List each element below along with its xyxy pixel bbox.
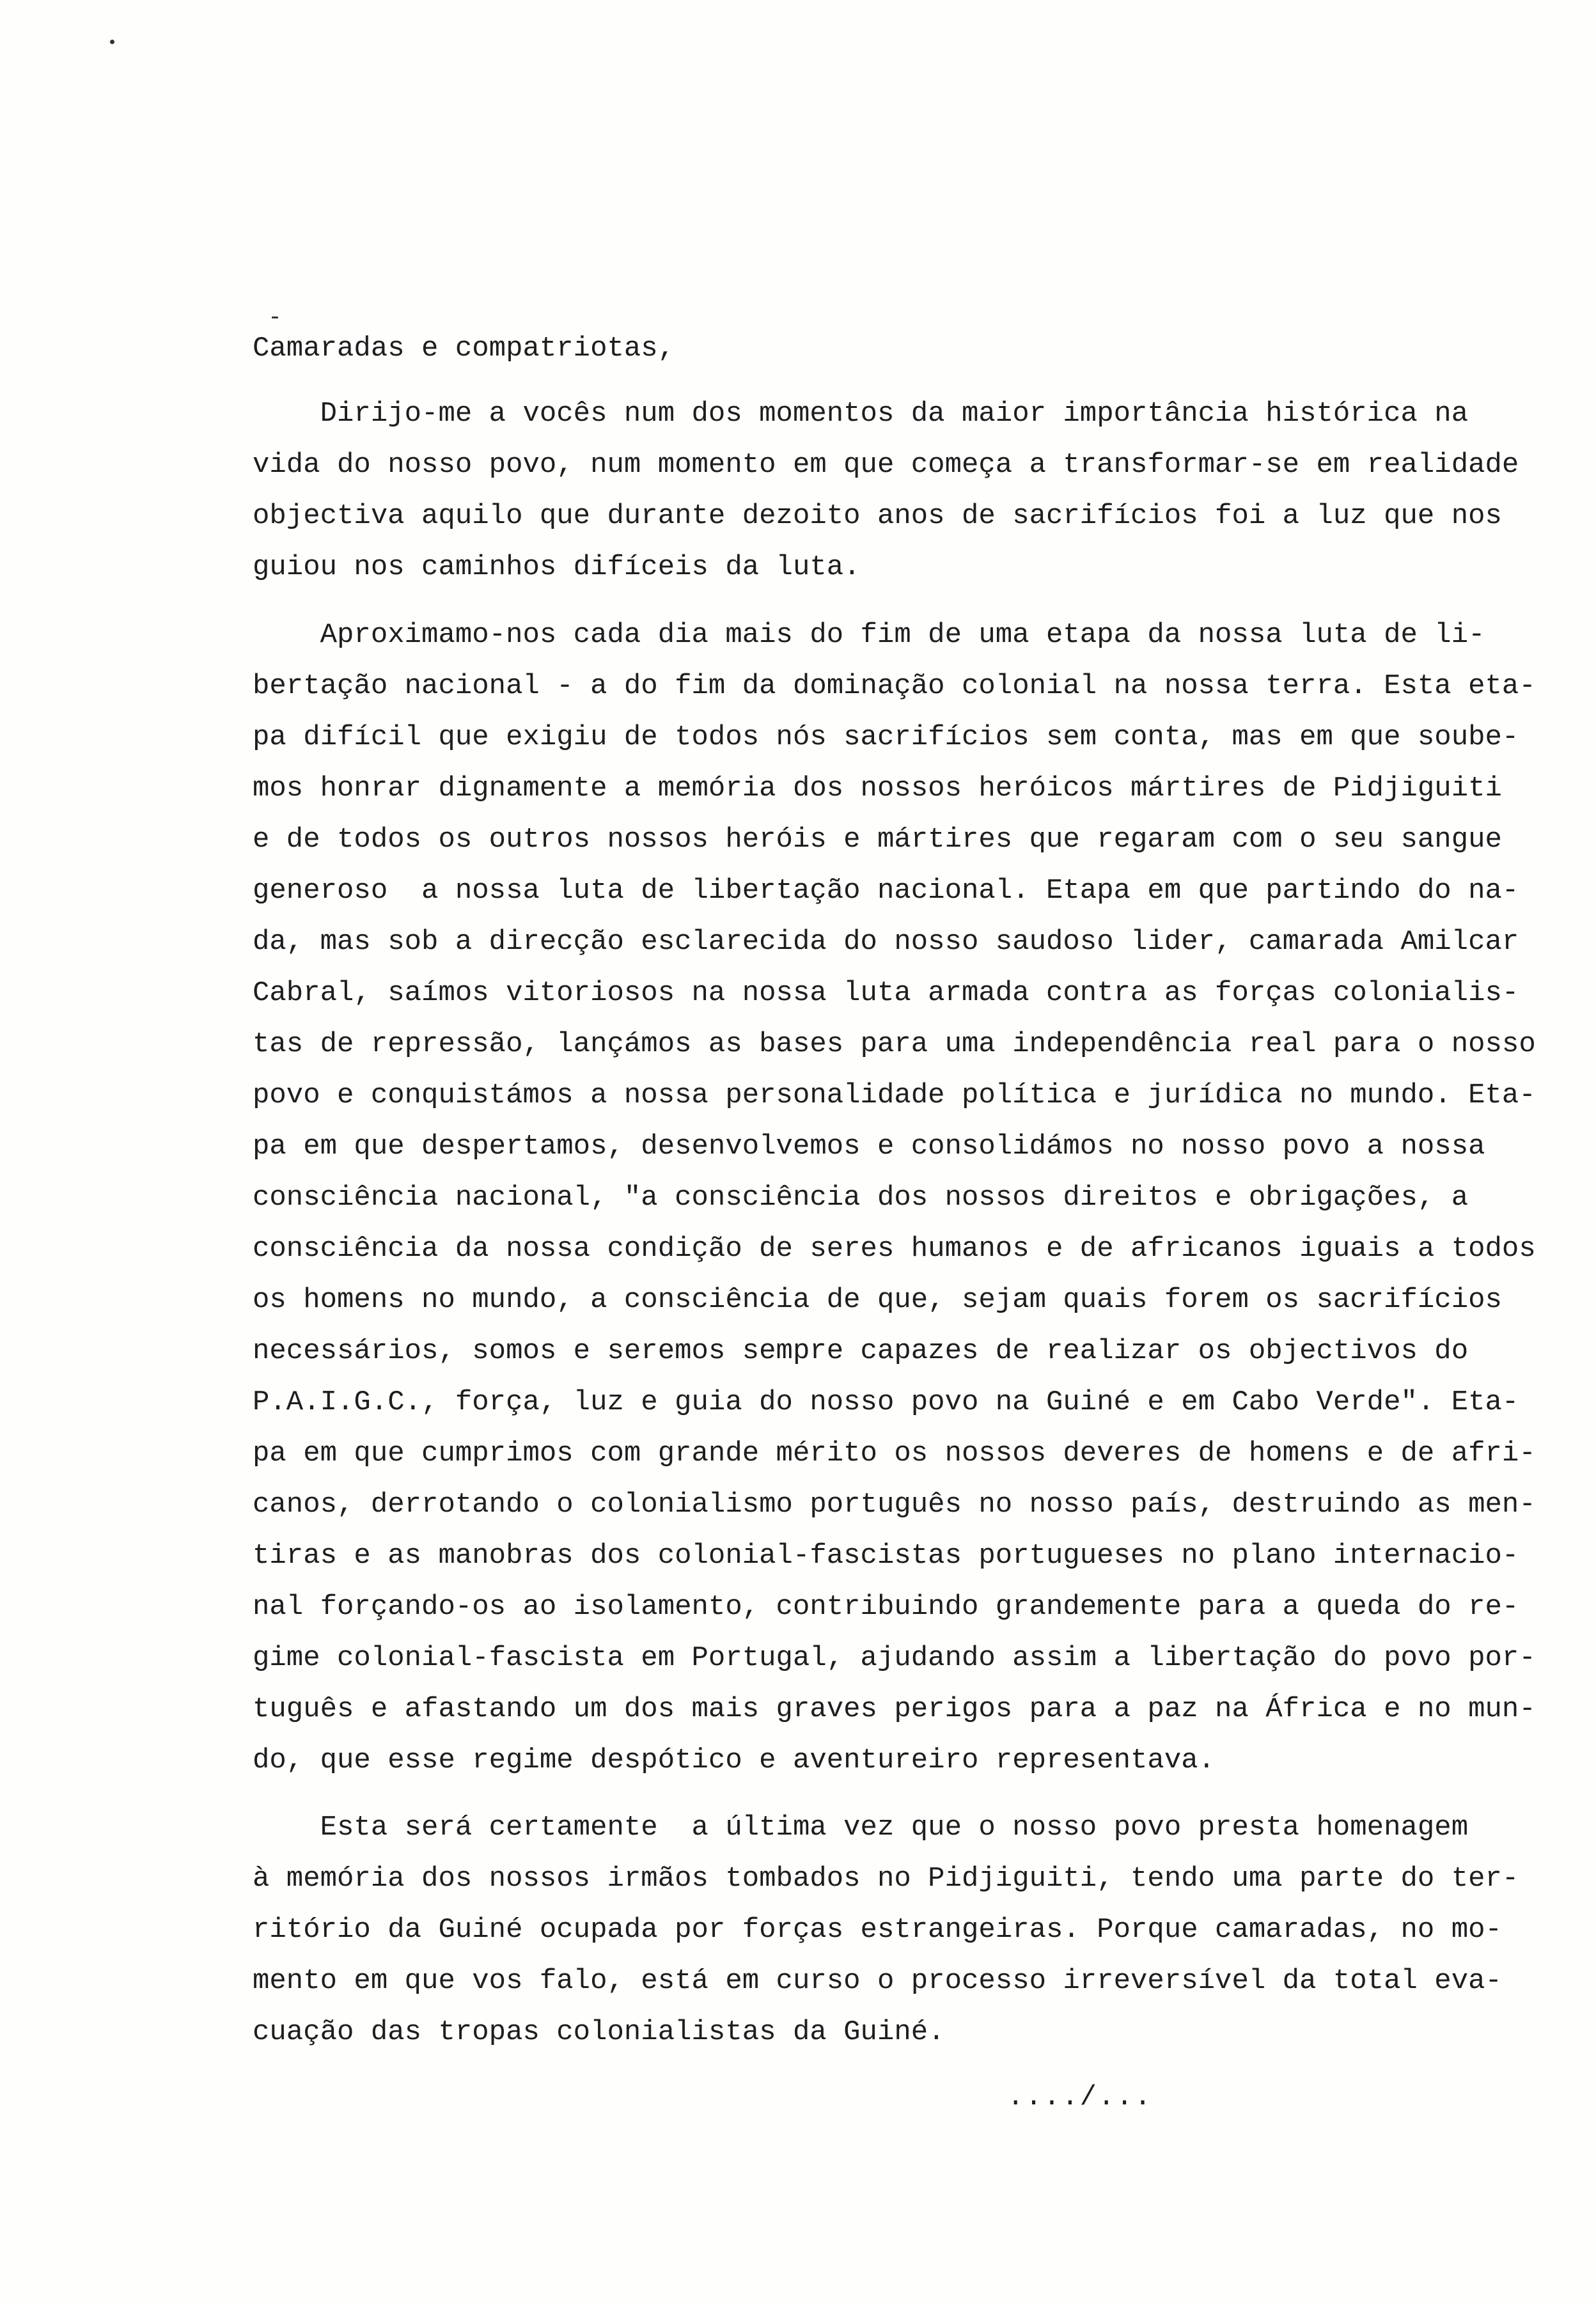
text-line: e de todos os outros nossos heróis e mártires que regaram com o seu sangue (253, 824, 1502, 856)
text-line: os homens no mundo, a consciência de que, sejam quais forem os sacrifícios (253, 1284, 1502, 1316)
text-line: ritório da Guiné ocupada por forças estrangeiras. Porque camaradas, no mo- (253, 1914, 1502, 1946)
text-line: canos, derrotando o colonialismo português no nosso país, destruindo as men- (253, 1489, 1536, 1521)
continuation-mark: ..../... (1007, 2081, 1153, 2113)
text-line: Cabral, saímos vitoriosos na nossa luta armada contra as forças colonialis- (253, 977, 1519, 1009)
text-line: consciência da nossa condição de seres humanos e de africanos iguais a todos (253, 1233, 1536, 1265)
text-line: do, que esse regime despótico e aventureiro representava. (253, 1744, 1216, 1776)
text-line: tiras e as manobras dos colonial-fascistas portugueses no plano internacio- (253, 1540, 1519, 1572)
text-line: bertação nacional - a do fim da dominação colonial na nossa terra. Esta eta- (253, 670, 1536, 702)
text-line: pa em que despertamos, desenvolvemos e consolidámos no nosso povo a nossa (253, 1131, 1485, 1163)
text-line: pa difícil que exigiu de todos nós sacrifícios sem conta, mas em que soube- (253, 721, 1519, 753)
text-line: povo e conquistámos a nossa personalidade política e jurídica no mundo. Eta- (253, 1079, 1536, 1111)
paragraph-2 (253, 609, 1536, 1786)
text-line: cuação das tropas colonialistas da Guiné. (253, 2016, 945, 2048)
text-line: nal forçando-os ao isolamento, contribuindo grandemente para a queda do re- (253, 1591, 1519, 1623)
text-line: Aproximamo-nos cada dia mais do fim de uma etapa da nossa luta de li- (253, 619, 1485, 651)
text-line: mos honrar dignamente a memória dos nossos heróicos mártires de Pidjiguiti (253, 772, 1502, 804)
text-line: guiou nos caminhos difíceis da luta. (253, 551, 861, 583)
text-line: Esta será certamente a última vez que o nosso povo presta homenagem (253, 1812, 1469, 1844)
ink-speck (110, 40, 114, 44)
text-line: gime colonial-fascista em Portugal, ajudando assim a libertação do povo por- (253, 1642, 1536, 1674)
text-line: generoso a nossa luta de libertação nacional. Etapa em que partindo do na- (253, 875, 1519, 907)
text-line: mento em que vos falo, está em curso o processo irreversível da total eva- (253, 1965, 1502, 1997)
ink-speck (272, 317, 278, 318)
text-line: necessários, somos e seremos sempre capazes de realizar os objectivos do (253, 1335, 1469, 1367)
salutation: Camaradas e compatriotas, (253, 333, 675, 364)
text-line: objectiva aquilo que durante dezoito anos de sacrifícios foi a luz que nos (253, 500, 1502, 532)
text-line: vida do nosso povo, num momento em que começa a transformar-se em realidade (253, 449, 1519, 481)
text-line: da, mas sob a direcção esclarecida do nosso saudoso lider, camarada Amilcar (253, 926, 1519, 958)
text-line: tuguês e afastando um dos mais graves perigos para a paz na África e no mun- (253, 1693, 1536, 1725)
text-line: tas de repressão, lançámos as bases para uma independência real para o nosso (253, 1028, 1536, 1060)
text-line: Dirijo-me a vocês num dos momentos da maior importância histórica na (253, 398, 1469, 430)
text-line: pa em que cumprimos com grande mérito os nossos deveres de homens e de afri- (253, 1437, 1536, 1469)
text-line: P.A.I.G.C., força, luz e guia do nosso povo na Guiné e em Cabo Verde". Eta- (253, 1386, 1519, 1418)
paragraph-3 (253, 1802, 1519, 2058)
text-line: consciência nacional, "a consciência dos nossos direitos e obrigações, a (253, 1182, 1469, 1214)
paragraph-1 (253, 388, 1519, 593)
text-line: à memória dos nossos irmãos tombados no Pidjiguiti, tendo uma parte do ter- (253, 1863, 1519, 1895)
